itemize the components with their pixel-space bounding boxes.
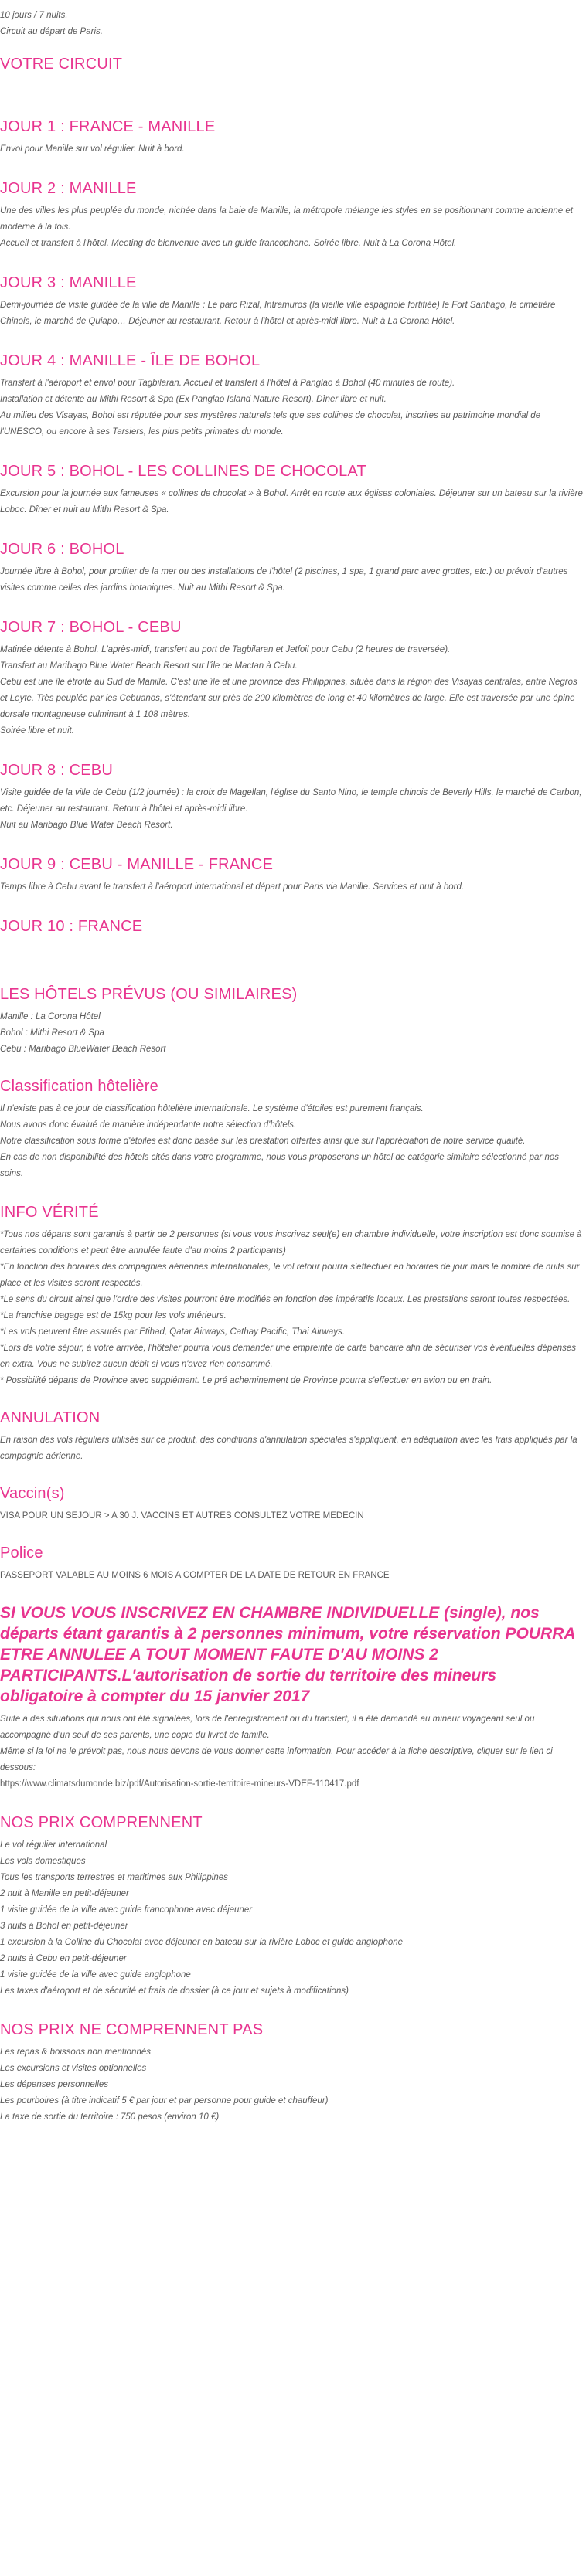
police-line: PASSEPORT VALABLE AU MOINS 6 MOIS A COMPTER DE LA DATE DE RETOUR EN FRANCE	[0, 1571, 390, 1580]
info-line: * Possibilité départs de Province avec supplément. Le pré acheminement de Province pourra s'effectuer en avion ou en train.	[0, 1376, 492, 1385]
day-text: Excursion pour la journée aux fameuses « collines de chocolat » à Bohol. Arrêt en route aux églises coloniales. Déjeuner sur un bateau sur la rivière Loboc. Dîner et nuit au Mithi Resort & Spa.	[0, 489, 583, 515]
intro	[0, 8, 583, 40]
included-list	[0, 1837, 583, 2000]
day-text: Matinée détente à Bohol. L'après-midi, transfert au port de Tagbilaran et Jetfoil pour Cebu (2 heures de traversée).	[0, 645, 451, 654]
annulation-section	[0, 1408, 583, 1465]
list-item: Les pourboires (à titre indicatif 5 € par jour et par personne pour guide et chauffeur)	[0, 2096, 329, 2105]
list-item: Les dépenses personnelles	[0, 2080, 109, 2089]
annulation-title: ANNULATION	[0, 1409, 101, 1426]
single-line: Même si la loi ne le prévoit pas, nous nous devons de vous donner cette information. Pour accéder à la fiche descriptive, cliquer sur le lien ci dessous:	[0, 1747, 553, 1772]
day-text: Installation et détente au Mithi Resort & Spa (Ex Panglao Island Nature Resort). Dîner libre et nuit.	[0, 395, 387, 404]
day-text: Une des villes les plus peuplée du monde, nichée dans la baie de Manille, la métropole mélange les styles en se positionnant comme ancienne et moderne à la fois.	[0, 206, 573, 232]
day-text: Transfert au Maribago Blue Water Beach Resort sur l'île de Mactan à Cebu.	[0, 661, 298, 671]
list-item: Les taxes d'aéroport et de sécurité et frais de dossier (à ce jour et sujets à modifications)	[0, 1986, 349, 1996]
single-section	[0, 1602, 583, 1793]
day-text: Envol pour Manille sur vol régulier. Nuit à bord.	[0, 144, 185, 154]
info-line: *Le sens du circuit ainsi que l'ordre des visites pourront être modifiés en fonction des impératifs locaux. Les prestations seront toutes respectées.	[0, 1295, 571, 1304]
hotels-title: LES HÔTELS PRÉVUS (OU SIMILAIRES)	[0, 986, 298, 1003]
info-line: *Les vols peuvent être assurés par Etihad, Qatar Airways, Cathay Pacific, Thai Airways.	[0, 1327, 345, 1337]
classification-line: En cas de non disponibilité des hôtels cités dans votre programme, nous vous proposerons un hôtel de catégorie similaire sélectionné par nos soins.	[0, 1153, 560, 1178]
day-text: Journée libre à Bohol, pour profiter de la mer ou des installations de l'hôtel (2 piscines, 1 spa, 1 grand parc avec grottes, etc.) ou prévoir d'autres visites comme celles des jardins botaniques. Nuit au Mithi Resort & Spa.	[0, 567, 568, 593]
list-item: Les vols domestiques	[0, 1857, 86, 1866]
itinerary	[0, 117, 583, 936]
classification-title: Classification hôtelière	[0, 1078, 158, 1095]
day-8	[0, 760, 583, 834]
single-line: Suite à des situations qui nous ont été signalées, lors de l'enregistrement ou du transfert, il a été demandé au mineur voyageant seul ou accompagné d'un seul de ses parents, une copie du livret de famille.	[0, 1715, 535, 1740]
day-1	[0, 117, 583, 158]
list-item: Le vol régulier international	[0, 1840, 107, 1850]
info-line: *En fonction des horaires des compagnies aériennes internationales, le vol retour pourra s'effectuer en horaires de jour mais le nombre de nuits sur place et les visites seront respectés.	[0, 1263, 580, 1288]
list-item: Tous les transports terrestres et maritimes aux Philippines	[0, 1873, 228, 1882]
day-title: JOUR 5 : BOHOL - LES COLLINES DE CHOCOLAT	[0, 463, 366, 480]
vaccin-title: Vaccin(s)	[0, 1485, 65, 1502]
circuit-title: VOTRE CIRCUIT	[0, 56, 123, 73]
day-title: JOUR 1 : FRANCE - MANILLE	[0, 118, 216, 135]
classification-section	[0, 1076, 583, 1182]
hotel-line: Manille : La Corona Hôtel	[0, 1012, 101, 1021]
police-title: Police	[0, 1545, 43, 1562]
day-5	[0, 461, 583, 518]
info-line: *Tous nos départs sont garantis à partir de 2 personnes (si vous vous inscrivez seul(e) en chambre individuelle, votre inscription est donc soumise à certaines conditions et peut être annulée faute d'au moins 2 participants)	[0, 1230, 582, 1256]
day-10	[0, 916, 583, 936]
vaccin-section	[0, 1483, 583, 1524]
day-2	[0, 178, 583, 252]
info-line: *La franchise bagage est de 15kg pour les vols intérieurs.	[0, 1311, 227, 1320]
day-title: JOUR 6 : BOHOL	[0, 541, 124, 558]
single-warning: SI VOUS VOUS INSCRIVEZ EN CHAMBRE INDIVIDUELLE (single), nos départs étant garantis à 2 personnes minimum, votre réservation POURRA ETRE ANNULEE A TOUT MOMENT FAUTE D'AU MOINS 2 PARTICIPANTS.L'autorisation de sortie du territoire des mineurs obligatoire à compter du 15 janvier 2017	[0, 1604, 575, 1705]
excluded-section	[0, 2020, 583, 2126]
excluded-title: NOS PRIX NE COMPRENNENT PAS	[0, 2021, 264, 2038]
classification-line: Il n'existe pas à ce jour de classification hôtelière internationale. Le système d'étoiles est purement français.	[0, 1104, 424, 1113]
hotels-section	[0, 984, 583, 1058]
day-text: Temps libre à Cebu avant le transfert à l'aéroport international et départ pour Paris via Manille. Services et nuit à bord.	[0, 882, 465, 892]
day-9	[0, 855, 583, 895]
info-section	[0, 1202, 583, 1389]
trip-departure: Circuit au départ de Paris.	[0, 27, 103, 36]
day-7	[0, 617, 583, 739]
day-title: JOUR 2 : MANILLE	[0, 180, 137, 197]
day-4	[0, 351, 583, 440]
list-item: 2 nuit à Manille en petit-déjeuner	[0, 1889, 129, 1898]
day-title: JOUR 4 : MANILLE - ÎLE DE BOHOL	[0, 352, 261, 369]
list-item: Les excursions et visites optionnelles	[0, 2064, 147, 2073]
day-text: Visite guidée de la ville de Cebu (1/2 journée) : la croix de Magellan, l'église du Santo Nino, le temple chinois de Beverly Hills, le marché de Carbon, etc. Déjeuner au restaurant. Retour à l'hôtel et après-midi libre.	[0, 788, 582, 814]
day-text: Soirée libre et nuit.	[0, 726, 74, 736]
excluded-list	[0, 2044, 583, 2126]
list-item: 2 nuits à Cebu en petit-déjeuner	[0, 1954, 127, 1963]
police-section	[0, 1543, 583, 1584]
hotel-line: Cebu : Maribago BlueWater Beach Resort	[0, 1045, 166, 1054]
day-title: JOUR 7 : BOHOL - CEBU	[0, 619, 182, 636]
day-text: Nuit au Maribago Blue Water Beach Resort.	[0, 821, 173, 830]
day-title: JOUR 3 : MANILLE	[0, 274, 137, 291]
info-line: *Lors de votre séjour, à votre arrivée, l'hôtelier pourra vous demander une empreinte de carte bancaire afin de sécuriser vos éventuelles dépenses en extra. Vous ne subirez aucun débit si vous n'avez rien consommé.	[0, 1344, 577, 1369]
day-3	[0, 273, 583, 330]
list-item: 1 visite guidée de la ville avec guide francophone avec déjeuner	[0, 1905, 253, 1915]
annulation-line: En raison des vols réguliers utilisés sur ce produit, des conditions d'annulation spéciales s'appliquent, en adéquation avec les frais appliqués par la compagnie aérienne.	[0, 1436, 577, 1461]
day-6	[0, 539, 583, 596]
day-text: Demi-journée de visite guidée de la ville de Manille : Le parc Rizal, Intramuros (la vieille ville espagnole fortifiée) le Fort Santiago, le cimetière Chinois, le marché de Quiapo… Déjeuner au restaurant. Retour à l'hôtel et après-midi libre. Nuit à La Corona Hôtel.	[0, 301, 556, 326]
list-item: 3 nuits à Bohol en petit-déjeuner	[0, 1922, 128, 1931]
list-item: La taxe de sortie du territoire : 750 pesos (environ 10 €)	[0, 2112, 220, 2122]
list-item: 1 excursion à la Colline du Chocolat avec déjeuner en bateau sur la rivière Loboc et guide anglophone	[0, 1938, 404, 1947]
trip-duration: 10 jours / 7 nuits.	[0, 11, 68, 20]
day-text: Au milieu des Visayas, Bohol est réputée pour ses mystères naturels tels que ses collines de chocolat, inscrites au patrimoine mondial de l'UNESCO, ou encore à ses Tarsiers, les plus petits primates du monde.	[0, 411, 541, 437]
day-text: Accueil et transfert à l'hôtel. Meeting de bienvenue avec un guide francophone. Soirée libre. Nuit à La Corona Hôtel.	[0, 239, 457, 248]
vaccin-line: VISA POUR UN SEJOUR > A 30 J. VACCINS ET AUTRES CONSULTEZ VOTRE MEDECIN	[0, 1511, 364, 1521]
day-title: JOUR 9 : CEBU - MANILLE - FRANCE	[0, 856, 274, 873]
day-title: JOUR 10 : FRANCE	[0, 918, 143, 935]
info-title: INFO VÉRITÉ	[0, 1204, 99, 1221]
classification-line: Nous avons donc évalué de manière indépendante notre sélection d'hôtels.	[0, 1120, 297, 1130]
single-link[interactable]: https://www.climatsdumonde.biz/pdf/Autorisation-sortie-territoire-mineurs-VDEF-110417.pdf	[0, 1779, 359, 1789]
list-item: 1 visite guidée de la ville avec guide anglophone	[0, 1970, 191, 1980]
day-text: Cebu est une île étroite au Sud de Manille. C'est une île et une province des Philippines, située dans la région des Visayas centrales, entre Negros et Leyte. Très peuplée par les Cebuanos, s'étendant sur près de 200 kilomètres de long et 40 kilomètres de large. Elle est traversée par une épine dorsale montagneuse culminant à 1 108 mètres.	[0, 678, 577, 719]
included-section	[0, 1813, 583, 2000]
classification-line: Notre classification sous forme d'étoiles est donc basée sur les prestation offertes ainsi que sur l'appréciation de notre service qualité.	[0, 1137, 526, 1146]
list-item: Les repas & boissons non mentionnés	[0, 2048, 151, 2057]
day-text: Transfert à l'aéroport et envol pour Tagbilaran. Accueil et transfert à l'hôtel à Panglao à Bohol (40 minutes de route).	[0, 379, 455, 388]
hotel-line: Bohol : Mithi Resort & Spa	[0, 1028, 104, 1038]
included-title: NOS PRIX COMPRENNENT	[0, 1814, 203, 1831]
day-title: JOUR 8 : CEBU	[0, 762, 113, 779]
